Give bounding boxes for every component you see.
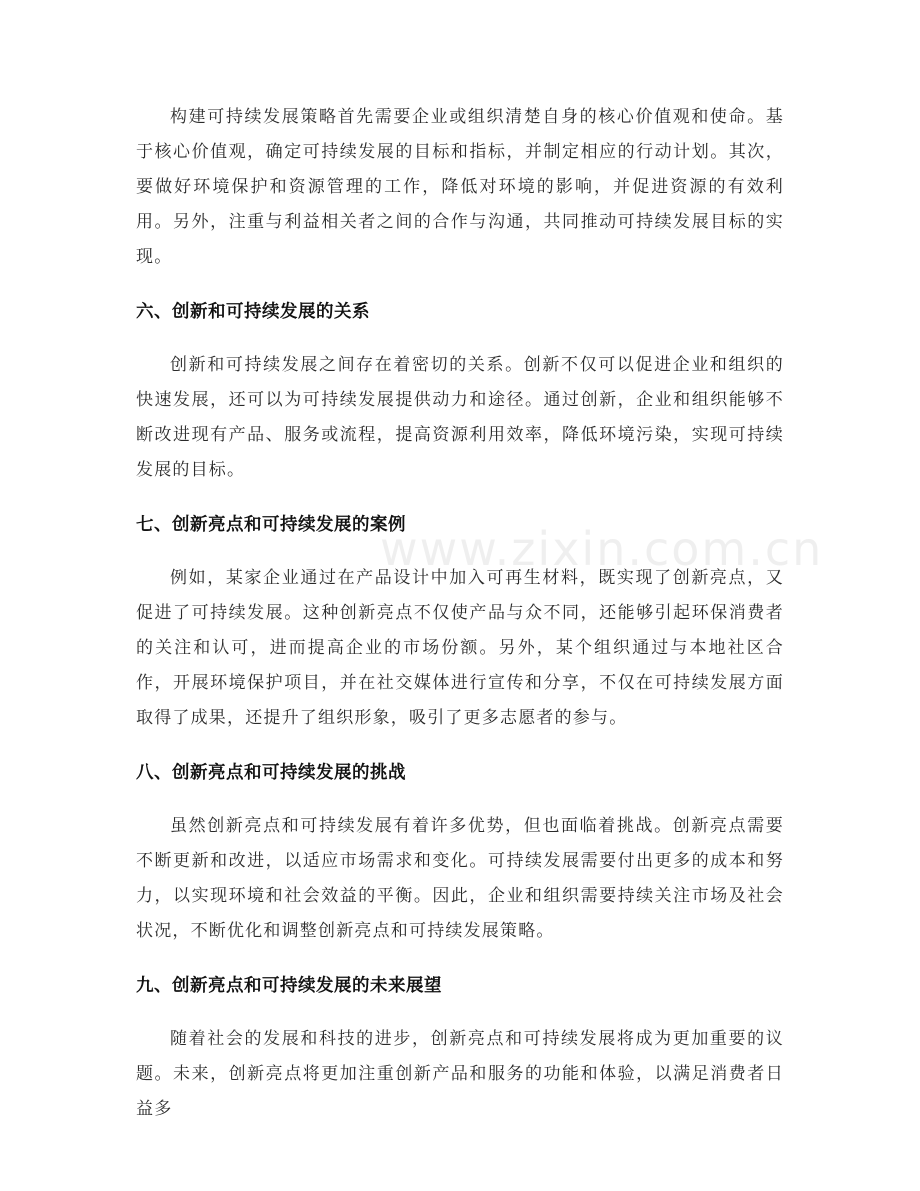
- paragraph-section-7: 例如，某家企业通过在产品设计中加入可再生材料，既实现了创新亮点，又促进了可持续发展。这种创新亮点不仅使产品与众不同，还能够引起环保消费者的关注和认可，进而提高企业的市场份额。另外，某个组织通过与本地社区合作，开展环境保护项目，并在社交媒体进行宣传和分享，不仅在可持续发展方面取得了成果，还提升了组织形象，吸引了更多志愿者的参与。: [136, 568, 784, 728]
- paragraph-section-8: 虽然创新亮点和可持续发展有着许多优势，但也面临着挑战。创新亮点需要不断更新和改进，以适应市场需求和变化。可持续发展需要付出更多的成本和努力，以实现环境和社会效益的平衡。因此，企业和组织需要持续关注市场及社会状况，不断优化和调整创新亮点和可持续发展策略。: [136, 816, 784, 941]
- heading-section-6: 六、创新和可持续发展的关系: [136, 302, 370, 322]
- paragraph-section-6: 创新和可持续发展之间存在着密切的关系。创新不仅可以促进企业和组织的快速发展，还可以为可持续发展提供动力和途径。通过创新，企业和组织能够不断改进现有产品、服务或流程，提高资源利用效率，降低环境污染，实现可持续发展的目标。: [136, 355, 784, 480]
- heading-section-8: 八、创新亮点和可持续发展的挑战: [136, 763, 406, 783]
- heading-section-7: 七、创新亮点和可持续发展的案例: [136, 515, 406, 535]
- document-body: [136, 100, 784, 1127]
- paragraph-strategy: 构建可持续发展策略首先需要企业或组织清楚自身的核心价值观和使命。基于核心价值观，确定可持续发展的目标和指标，并制定相应的行动计划。其次，要做好环境保护和资源管理的工作，降低对环境的影响，并促进资源的有效利用。另外，注重与利益相关者之间的合作与沟通，共同推动可持续发展目标的实现。: [136, 107, 784, 267]
- heading-section-9: 九、创新亮点和可持续发展的未来展望: [136, 976, 442, 996]
- paragraph-section-9: 随着社会的发展和科技的进步，创新亮点和可持续发展将成为更加重要的议题。未来，创新亮点将更加注重创新产品和服务的功能和体验，以满足消费者日益多: [136, 1029, 784, 1119]
- watermark: www.zixin.com.cn: [380, 522, 824, 576]
